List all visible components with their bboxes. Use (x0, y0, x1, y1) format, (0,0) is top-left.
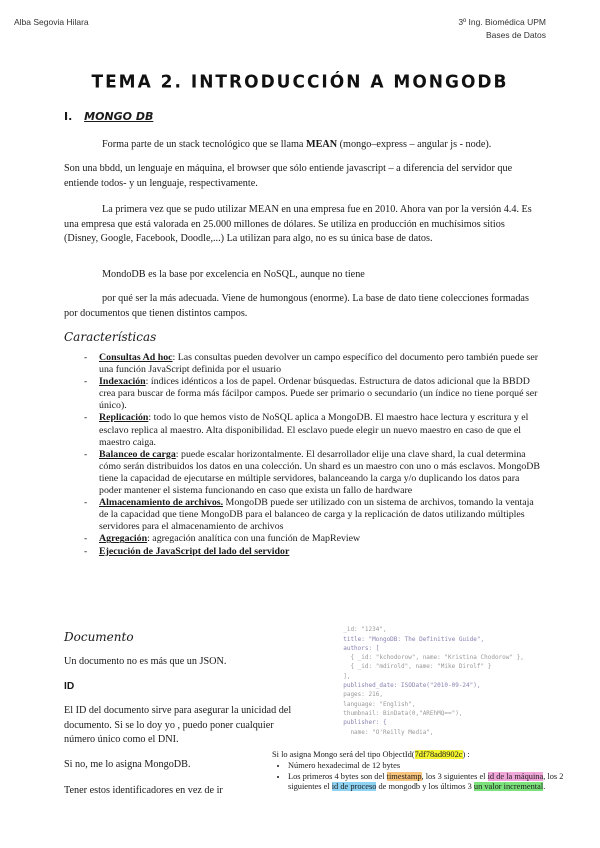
note-text: , los 3 siguientes el (421, 771, 488, 781)
list-item-term: Consultas Ad hoc (99, 352, 173, 363)
course-name: 3º Ing. Biomédica UPM (458, 17, 546, 27)
code-line: { _id: "mdirold", name: "Mike Dirolf" } (336, 663, 492, 671)
document-line-json: Un documento no es más que un JSON. (64, 656, 227, 667)
paragraph-nosql: MondoDB es la base por excelencia en NoSQL, aunque no tiene (102, 269, 365, 280)
subject-name: Bases de Datos (485, 30, 546, 40)
list-item-text: : agregación analítica con una función de MapReview (147, 533, 361, 545)
paragraph-mean (64, 138, 538, 153)
list-item: - Indexación: índices idénticos a los de papel. Ordenar búsquedas. Estructura de datos adicional que la BBDD crea para buscar de forma más fácilpor campos. Puede ser primario o secundario (un índice no tiene porqué ser único). (84, 376, 538, 412)
list-item-text: : índices idénticos a los de papel. Ordenar búsquedas. Estructura de datos adicional que la BBDD crea para buscar de forma más fácilpor campos. Puede ser primario o secundario (un índice no tiene porqué ser único). (99, 376, 538, 412)
objectid-value: 7df78ad8902c (414, 750, 463, 759)
code-line: thumbnail: BinData(0,"AREhMQ=="), (336, 709, 463, 717)
paragraph-stack: Son una bbdd, un lenguaje en máquina, el browser que sólo entiende javascript – a diferencia del servidor que entiende todos- y un lenguaje, respectivamente. (64, 163, 513, 189)
list-item-term: Balanceo de carga (99, 448, 176, 460)
list-item-term: Indexación (99, 376, 146, 388)
author-name: Alba Segovia Hilara (14, 17, 89, 27)
note-text: ) : (462, 750, 470, 759)
document-line-mongo: Si no, me lo asigna MongoDB. (64, 759, 191, 770)
document-line-id: El ID del documento sirve para asegurar la unicidad del documento. Si se lo doy yo , puedo poner cualquier número único como el DNI. (64, 705, 292, 746)
code-line: language: "English", (336, 700, 416, 708)
paragraph-text: (mongo–express – angular js - node). (337, 139, 492, 150)
list-item: - Consultas Ad hoc: Las consultas pueden devolver un campo específico del documento pero también puede ser una función JavaScript definida por el usuario (84, 352, 539, 376)
code-line: published_date: ISODate("2010-09-24"), (336, 682, 481, 690)
list-item (288, 772, 572, 794)
list-item-text: : todo lo que hemos visto de NoSQL aplica a MongoDB. El maestro hace lectura y escritura y el esclavo replica al maestro. Alta disponibilidad. El esclavo puede elegir un nuevo maestro en caso de que el maestro caiga. (99, 412, 529, 448)
list-item-term: Almacenamiento de archivos. (99, 497, 224, 509)
note-text: Si lo asigna Mongo será del tipo ObjectId( (272, 750, 415, 759)
json-code-sample (336, 616, 536, 736)
paragraph-history: La primera vez que se pudo utilizar MEAN en una empresa fue en 2010. Ahora van por la versión 4.4. Es una empresa que está valorada en 25.000 millones de dólares. Se utiliza en producción en muchísimos sitios (Disney, Google, Facebook, Doodle,...) La utilizan para algo, no es su única base de datos. (64, 204, 532, 245)
list-item: - Ejecución de JavaScript del lado del servidor (84, 545, 290, 557)
list-item-term: Ejecución de JavaScript del lado del servidor (99, 545, 290, 557)
process-id-highlight: id de proceso (331, 782, 377, 792)
page-title: TEMA 2. INTRODUCCIÓN A MONGODB (91, 71, 509, 93)
list-item: - Replicación: todo lo que hemos visto de NoSQL aplica a MongoDB. El maestro hace lectura y escritura y el esclavo replica al maestro. Alta disponibilidad. El esclavo puede elegir un nuevo maestro en caso de que el maestro caiga. (84, 412, 529, 448)
list-item-text: MongoDB puede ser utilizado con un sistema de archivos, tomando la ventaja de la capacidad que tiene MongoDB para el balanceo de carga y la replicación de datos utilizando múltiples servidores para el almacenamiento de archivos (99, 497, 534, 533)
list-item-text: : puede escalar horizontalmente. El desarrollador elije una clave shard, la cual determina cómo serán distribuidos los datos en una colección. Un shard es un maestro con uno o más esclavos. MongoDB tiene la capacidad de ejecutarse en múltiple servidores, balanceando la carga y/o duplicando los datos para poder mantener el sistema funcionando en caso que exista un fallo de hardware (99, 448, 540, 497)
document-heading: Documento (64, 630, 134, 644)
list-item: - Balanceo de carga: puede escalar horizontalmente. El desarrollador elije una clave shard, la cual determina cómo serán distribuidos los datos en una colección. Un shard es un maestro con uno o más esclavos. MongoDB tiene la capacidad de ejecutarse en múltiple servidores, balanceando la carga y/o duplicando los datos para poder mantener el sistema funcionando en caso que exista un fallo de hardware (84, 448, 540, 497)
machine-id-highlight: id de la máquina (487, 771, 544, 781)
timestamp-highlight: timestamp (386, 771, 422, 781)
id-label: ID (64, 681, 75, 692)
section-heading (64, 110, 153, 123)
code-line: title: "MongoDB: The Definitive Guide", (336, 635, 485, 643)
list-item-term: Agregación (99, 533, 148, 545)
document-line-identifiers: Tener estos identificadores en vez de ir (64, 785, 223, 796)
code-line: name: "O'Reilly Media", (336, 728, 434, 736)
characteristics-heading: Características (64, 330, 157, 344)
note-text: . (543, 782, 546, 792)
paragraph-text: Forma parte de un stack tecnológico que se llama (102, 139, 306, 150)
section-label: MONGO DB (84, 110, 154, 123)
list-item: • Número hexadecimal de 12 bytes (288, 761, 572, 772)
note-text: Los primeros 4 bytes son del (288, 771, 387, 781)
section-number: I. (64, 110, 73, 123)
list-item-text: : Las consultas pueden devolver un campo específico del documento pero también puede ser una función JavaScript definida por el usuario (99, 352, 539, 376)
list-item: - Agregación: agregación analítica con una función de MapReview (84, 533, 361, 545)
code-line: { _id: "kchodorow", name: "Kristina Chodorow" }, (336, 654, 524, 662)
paragraph-humongous: por qué ser la más adecuada. Viene de humongous (enorme). La base de dato tiene colecciones formadas por documentos que tienen distintos campos. (64, 293, 529, 319)
mean-term: MEAN (305, 139, 338, 150)
objectid-intro (272, 750, 572, 761)
note-text: de mongodb y los últimos 3 (376, 782, 474, 792)
counter-highlight: un valor incremental (473, 782, 544, 792)
objectid-note (272, 750, 572, 793)
objectid-bullets (272, 761, 572, 793)
characteristics-list (84, 352, 540, 558)
code-line: ], (336, 672, 351, 680)
list-item: - Almacenamiento de archivos. MongoDB puede ser utilizado con un sistema de archivos, tomando la ventaja de la capacidad que tiene MongoDB para el balanceo de carga y la replicación de datos utilizando múltiples servidores para el almacenamiento de archivos (84, 497, 534, 533)
code-line: authors: [ (336, 644, 380, 652)
code-line: publisher: { (336, 719, 387, 727)
code-line: _id: "1234", (336, 626, 387, 634)
code-line: pages: 216, (336, 691, 383, 699)
note-text: , los 2 siguientes el (288, 771, 564, 792)
list-item-term: Replicación (99, 412, 149, 424)
